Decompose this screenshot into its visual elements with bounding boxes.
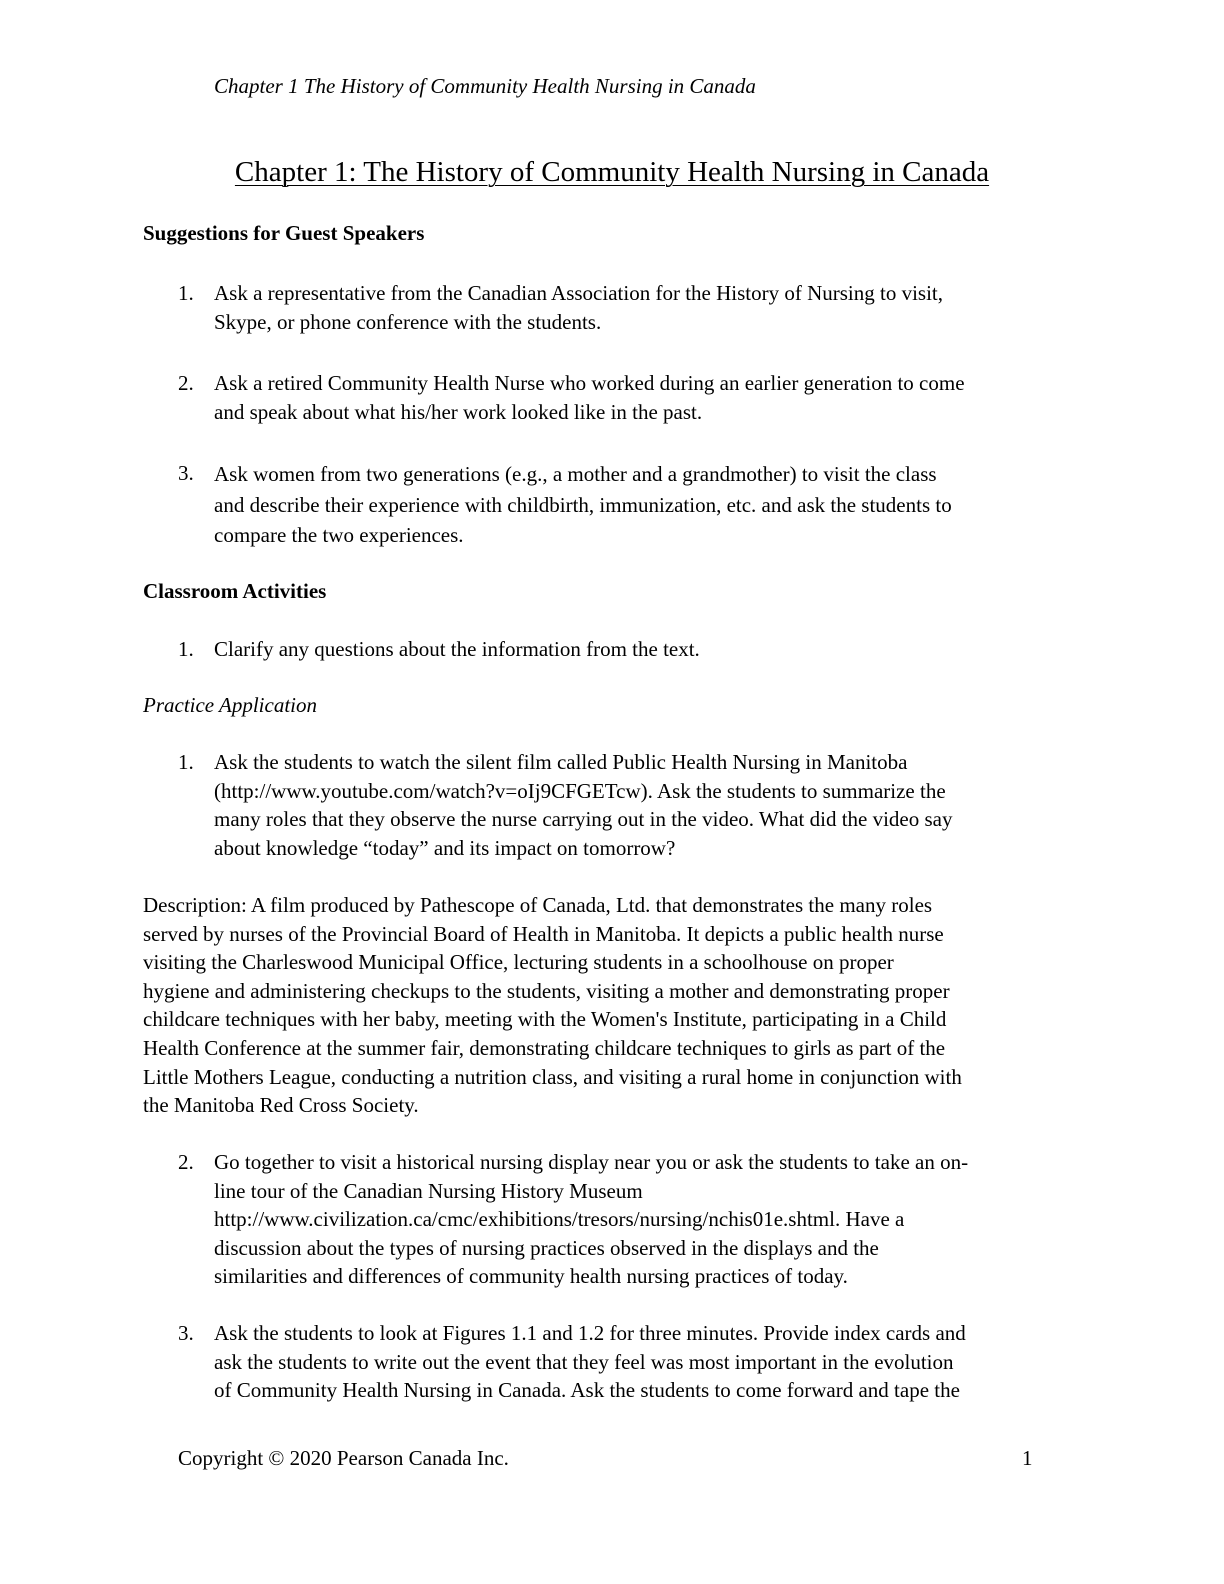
text-line: discussion about the types of nursing practices observed in the displays and the — [214, 1235, 879, 1260]
running-header: Chapter 1 The History of Community Health Nursing in Canada — [214, 74, 756, 98]
subsection-heading-practice-application: Practice Application — [143, 693, 317, 717]
text-line: of Community Health Nursing in Canada. Ask the students to come forward and tape the — [214, 1378, 960, 1402]
footer-copyright: Copyright © 2020 Pearson Canada Inc. — [178, 1446, 509, 1470]
text-line: ask the students to write out the event that they feel was most important in the evolution — [214, 1349, 954, 1374]
list-item-text — [214, 1319, 1074, 1405]
description-paragraph — [143, 891, 1083, 1120]
text-line: and describe their experience with childbirth, immunization, etc. and ask the students to — [214, 492, 952, 517]
text-line: Ask a representative from the Canadian Association for the History of Nursing to visit, — [214, 281, 944, 305]
list-item-number: 3. — [178, 461, 194, 485]
text-line: similarities and differences of community health nursing practices of today. — [214, 1264, 848, 1288]
list-item-number: 2. — [178, 371, 194, 395]
list-item-text — [214, 1148, 1074, 1291]
text-line: Ask a retired Community Health Nurse who worked during an earlier generation to come — [214, 371, 965, 395]
text-line: Little Mothers League, conducting a nutrition class, and visiting a rural home in conjunction with — [143, 1064, 962, 1089]
text-line: about knowledge “today” and its impact on tomorrow? — [214, 835, 676, 860]
list-item-text — [214, 635, 1074, 664]
list-item-number: 2. — [178, 1150, 194, 1174]
text-line: hygiene and administering checkups to the students, visiting a mother and demonstrating proper — [143, 978, 950, 1003]
text-line: Ask women from two generations (e.g., a mother and a grandmother) to visit the class — [214, 462, 937, 486]
text-line: compare the two experiences. — [214, 523, 464, 547]
text-line: childcare techniques with her baby, meeting with the Women's Institute, participating in a Child — [143, 1007, 947, 1032]
text-line: line tour of the Canadian Nursing History Museum — [214, 1178, 643, 1203]
list-item-number: 1. — [178, 637, 194, 661]
text-line: Ask the students to watch the silent film called Public Health Nursing in Manitoba — [214, 750, 908, 774]
list-item-text — [214, 279, 1074, 337]
text-line: the Manitoba Red Cross Society. — [143, 1093, 419, 1118]
list-item-number: 1. — [178, 281, 194, 305]
text-line: (http://www.youtube.com/watch?v=oIj9CFGETcw). Ask the students to summarize the — [214, 778, 946, 803]
list-item-number: 1. — [178, 750, 194, 774]
list-item-number: 3. — [178, 1321, 194, 1345]
text-line: served by nurses of the Provincial Board of Health in Manitoba. It depicts a public health nurse — [143, 921, 944, 946]
text-line: Clarify any questions about the information from the text. — [214, 637, 700, 661]
text-line: Ask the students to look at Figures 1.1 and 1.2 for three minutes. Provide index cards and — [214, 1321, 966, 1345]
text-line: http://www.civilization.ca/cmc/exhibitions/tresors/nursing/nchis01e.shtml. Have a — [214, 1207, 905, 1231]
page-number: 1 — [1022, 1446, 1033, 1470]
text-line: Health Conference at the summer fair, demonstrating childcare techniques to girls as part of the — [143, 1035, 946, 1060]
text-line: Go together to visit a historical nursing display near you or ask the students to take an on- — [214, 1150, 969, 1174]
list-item-text — [214, 748, 1074, 862]
section-heading-guest-speakers: Suggestions for Guest Speakers — [143, 221, 425, 245]
section-heading-classroom-activities: Classroom Activities — [143, 579, 327, 603]
text-line: many roles that they observe the nurse carrying out in the video. What did the video say — [214, 807, 953, 831]
list-item-text — [214, 369, 1074, 427]
text-line: Skype, or phone conference with the students. — [214, 310, 602, 334]
list-item-text — [214, 459, 1074, 551]
page-title: Chapter 1: The History of Community Health Nursing in Canada — [234, 156, 990, 188]
text-line: Description: A film produced by Pathescope of Canada, Ltd. that demonstrates the many roles — [143, 893, 933, 917]
text-line: visiting the Charleswood Municipal Office, lecturing students in a schoolhouse on proper — [143, 950, 894, 975]
text-line: and speak about what his/her work looked like in the past. — [214, 400, 703, 424]
